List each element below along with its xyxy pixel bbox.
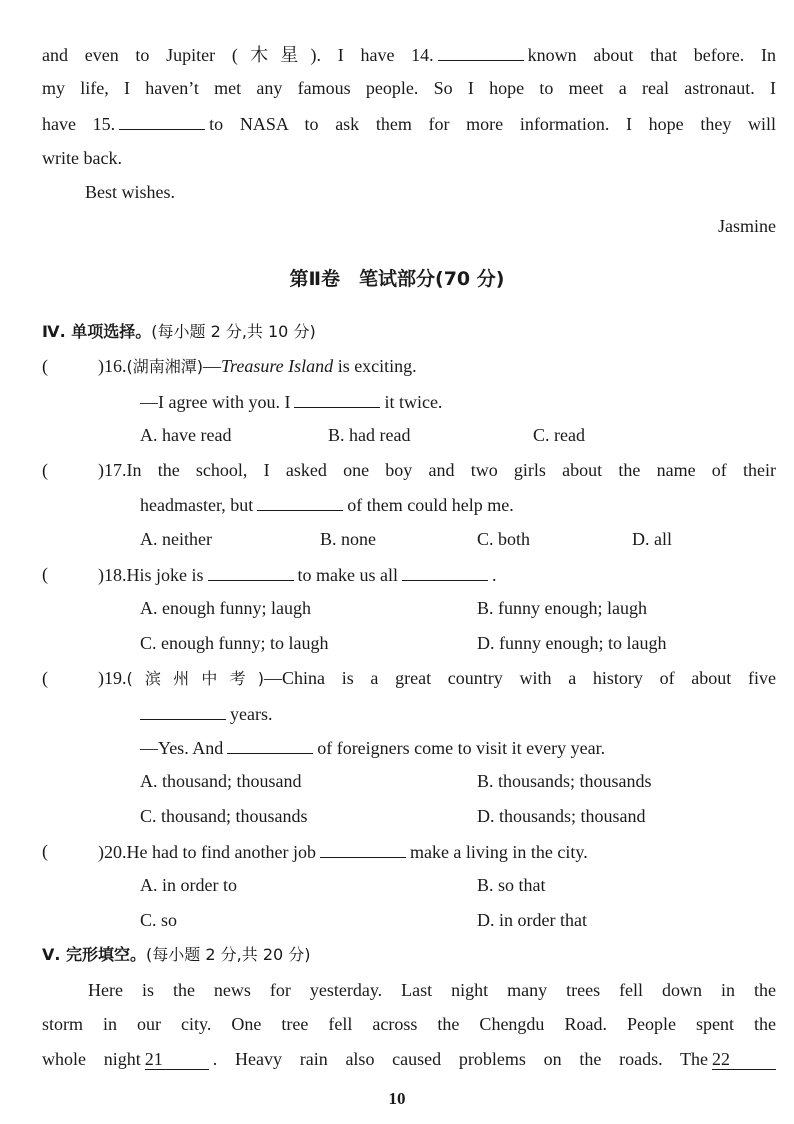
question-text: In the school, I asked one boy and two girls about the name of their <box>126 460 776 480</box>
part4-note: (每小题 2 分,共 10 分) <box>151 322 316 341</box>
passage-line-3 <box>42 1047 776 1071</box>
part4-heading-row <box>42 319 776 344</box>
question-17-line-2 <box>140 492 776 517</box>
question-text: His joke is <box>126 565 204 585</box>
passage-text: whole night <box>42 1049 141 1069</box>
question-text: —I agree with you. I <box>140 392 291 412</box>
answer-blank-17[interactable] <box>257 492 343 511</box>
answer-blank-18b[interactable] <box>402 562 488 581</box>
letter-line-4: write back. <box>42 148 122 168</box>
question-text: of foreigners come to visit it every year. <box>317 738 606 758</box>
question-text: years. <box>230 704 273 724</box>
question-19-line-3 <box>140 735 776 760</box>
option-19-c[interactable]: C. thousand; thousands <box>140 806 308 826</box>
option-16-c[interactable]: C. read <box>533 425 585 445</box>
question-18 <box>98 562 776 587</box>
letter-text: to NASA to ask them for more information. I hope they will <box>209 114 776 134</box>
answer-paren-18[interactable]: ( <box>42 564 48 584</box>
answer-blank-16[interactable] <box>294 389 380 408</box>
question-text: —China is a great country with a history of about five <box>264 668 776 688</box>
page-number: 10 <box>388 1089 406 1108</box>
answer-blank-14[interactable] <box>438 42 524 61</box>
question-text: —Yes. And <box>140 738 224 758</box>
question-text: make a living in the city. <box>409 842 588 862</box>
question-number: )17. <box>98 460 127 480</box>
option-18-b[interactable]: B. funny enough; laugh <box>477 598 647 618</box>
option-18-d[interactable]: D. funny enough; to laugh <box>477 633 667 653</box>
question-16-line-2 <box>140 389 776 414</box>
passage-line-2: storm in our city. One tree fell across the Chengdu Road. People spent the <box>42 1014 776 1034</box>
option-17-b[interactable]: B. none <box>320 529 376 549</box>
question-number: )20. <box>98 842 127 862</box>
letter-text: and even to Jupiter (木星). I have 14. <box>42 45 434 65</box>
book-title: Treasure Island <box>221 356 334 376</box>
option-20-c[interactable]: C. so <box>140 910 178 930</box>
answer-paren-20[interactable]: ( <box>42 841 48 861</box>
cloze-blank-22[interactable]: 22 <box>712 1049 776 1070</box>
question-source: (滨州中考) <box>126 669 265 688</box>
answer-paren-19[interactable]: ( <box>42 668 48 688</box>
question-source: (湖南湘潭) <box>126 357 203 376</box>
option-19-d[interactable]: D. thousands; thousand <box>477 806 646 826</box>
letter-text: known about that before. In <box>527 45 776 65</box>
question-20 <box>98 839 776 864</box>
answer-blank-19a[interactable] <box>140 701 226 720</box>
question-19 <box>98 666 776 691</box>
cloze-blank-21[interactable]: 21 <box>145 1049 209 1070</box>
question-16 <box>98 354 776 379</box>
letter-text: have 15. <box>42 114 116 134</box>
answer-paren-16[interactable]: ( <box>42 356 48 376</box>
option-17-d[interactable]: D. all <box>632 529 672 549</box>
letter-line-1 <box>42 42 776 67</box>
passage-line-1: Here is the news for yesterday. Last night many trees fell down in the <box>88 980 776 1000</box>
question-text: of them could help me. <box>347 495 514 515</box>
option-16-a[interactable]: A. have read <box>140 425 232 445</box>
option-20-b[interactable]: B. so that <box>477 875 546 895</box>
option-20-a[interactable]: A. in order to <box>140 875 237 895</box>
part5-heading-row <box>42 942 776 967</box>
passage-text: . Heavy rain also caused problems on the roads. The <box>212 1049 709 1069</box>
question-text: it twice. <box>384 392 443 412</box>
part5-heading: Ⅴ. 完形填空。 <box>42 945 147 964</box>
answer-blank-18a[interactable] <box>208 562 294 581</box>
option-16-b[interactable]: B. had read <box>328 425 411 445</box>
answer-blank-20[interactable] <box>320 839 406 858</box>
option-17-a[interactable]: A. neither <box>140 529 212 549</box>
section-title: 第Ⅱ卷 笔试部分(70 分) <box>289 268 505 290</box>
part4-heading: Ⅳ. 单项选择。 <box>42 322 152 341</box>
question-number: )18. <box>98 565 127 585</box>
question-text: is exciting. <box>333 356 417 376</box>
answer-paren-17[interactable]: ( <box>42 460 48 480</box>
question-text: — <box>203 356 221 376</box>
question-17 <box>98 458 776 482</box>
question-number: )19. <box>98 668 127 688</box>
answer-blank-15[interactable] <box>119 111 205 130</box>
part5-note: (每小题 2 分,共 20 分) <box>146 945 311 964</box>
letter-signature: Jasmine <box>718 216 776 236</box>
question-text: He had to find another job <box>126 842 316 862</box>
answer-blank-19b[interactable] <box>227 735 313 754</box>
question-number: )16. <box>98 356 127 376</box>
question-text: headmaster, but <box>140 495 254 515</box>
letter-closing: Best wishes. <box>85 182 175 202</box>
option-18-a[interactable]: A. enough funny; laugh <box>140 598 311 618</box>
letter-line-2: my life, I haven’t met any famous people. So I hope to meet a real astronaut. I <box>42 78 776 98</box>
option-17-c[interactable]: C. both <box>477 529 531 549</box>
option-19-b[interactable]: B. thousands; thousands <box>477 771 652 791</box>
question-text: . <box>492 565 497 585</box>
question-19-line-2 <box>140 701 776 726</box>
letter-line-3 <box>42 111 776 136</box>
option-20-d[interactable]: D. in order that <box>477 910 587 930</box>
option-19-a[interactable]: A. thousand; thousand <box>140 771 302 791</box>
option-18-c[interactable]: C. enough funny; to laugh <box>140 633 329 653</box>
question-text: to make us all <box>297 565 398 585</box>
